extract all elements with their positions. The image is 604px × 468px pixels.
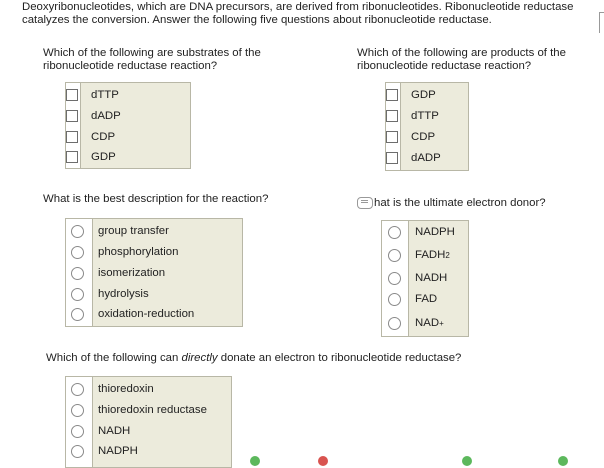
checkbox[interactable]: [386, 110, 398, 122]
q2-option-1[interactable]: dTTP: [386, 106, 439, 126]
check-icon[interactable]: [250, 456, 260, 466]
q5-option-1[interactable]: thioredoxin reductase: [71, 400, 207, 420]
radio[interactable]: [71, 445, 84, 458]
intro-text: Deoxyribonucleotides, which are DNA precursors, are derived from ribonucleotides. Ribonucleotide reductase catalyzes the conversion. Answer the following five questions about ribonucleotide reductase.: [22, 1, 574, 26]
q3-option-2[interactable]: isomerization: [71, 263, 165, 283]
q3-option-1[interactable]: phosphorylation: [71, 242, 178, 262]
checkbox[interactable]: [386, 152, 398, 164]
radio[interactable]: [71, 225, 84, 238]
question-1-options: [65, 82, 191, 169]
cross-icon[interactable]: [318, 456, 328, 466]
comment-icon[interactable]: [357, 197, 373, 209]
q1-option-0[interactable]: dTTP: [66, 85, 119, 105]
checkbox[interactable]: [66, 151, 78, 163]
next-icon[interactable]: [558, 456, 568, 466]
question-3-options: [65, 218, 243, 327]
radio[interactable]: [71, 404, 84, 417]
q1-option-3[interactable]: GDP: [66, 147, 116, 167]
question-5-options: [65, 376, 232, 468]
radio[interactable]: [388, 317, 401, 330]
checkbox[interactable]: [66, 110, 78, 122]
q3-option-0[interactable]: group transfer: [71, 221, 169, 241]
radio[interactable]: [71, 308, 84, 321]
q2-option-0[interactable]: GDP: [386, 85, 436, 105]
q2-option-3[interactable]: dADP: [386, 148, 441, 168]
question-4-options: [381, 220, 469, 337]
radio[interactable]: [71, 425, 84, 438]
checkbox[interactable]: [386, 89, 398, 101]
question-2-options: [385, 82, 469, 171]
radio[interactable]: [71, 267, 84, 280]
q5-option-3[interactable]: NADPH: [71, 441, 138, 461]
checkbox[interactable]: [66, 89, 78, 101]
radio[interactable]: [71, 288, 84, 301]
radio[interactable]: [388, 249, 401, 262]
radio[interactable]: [71, 246, 84, 259]
q5-option-0[interactable]: thioredoxin: [71, 379, 154, 399]
q4-option-2[interactable]: NADH: [388, 268, 447, 288]
q4-option-0[interactable]: NADPH: [388, 222, 455, 242]
window-corner: [599, 12, 604, 33]
q4-option-4[interactable]: NAD +: [388, 313, 444, 333]
question-5-text: Which of the following can directly donate an electron to ribonucleotide reductase?: [46, 352, 462, 364]
q1-option-2[interactable]: CDP: [66, 127, 115, 147]
q5-option-2[interactable]: NADH: [71, 421, 130, 441]
question-2-text: Which of the following are products of the ribonucleotide reductase reaction?: [357, 47, 566, 72]
q4-option-3[interactable]: FAD: [388, 289, 437, 309]
q3-option-4[interactable]: oxidation-reduction: [71, 304, 194, 324]
radio[interactable]: [388, 226, 401, 239]
checkbox[interactable]: [66, 131, 78, 143]
question-4-text: hat is the ultimate electron donor?: [357, 197, 597, 210]
question-1-text: Which of the following are substrates of the ribonucleotide reductase reaction?: [43, 47, 261, 72]
q3-option-3[interactable]: hydrolysis: [71, 284, 149, 304]
radio[interactable]: [388, 293, 401, 306]
checkbox[interactable]: [386, 131, 398, 143]
bottom-toolbar: [250, 456, 604, 460]
radio[interactable]: [71, 383, 84, 396]
q1-option-1[interactable]: dADP: [66, 106, 121, 126]
question-3-text: What is the best description for the reaction?: [43, 193, 269, 205]
q4-option-1[interactable]: FADH 2: [388, 245, 450, 265]
radio[interactable]: [388, 272, 401, 285]
q2-option-2[interactable]: CDP: [386, 127, 435, 147]
check-icon[interactable]: [462, 456, 472, 466]
